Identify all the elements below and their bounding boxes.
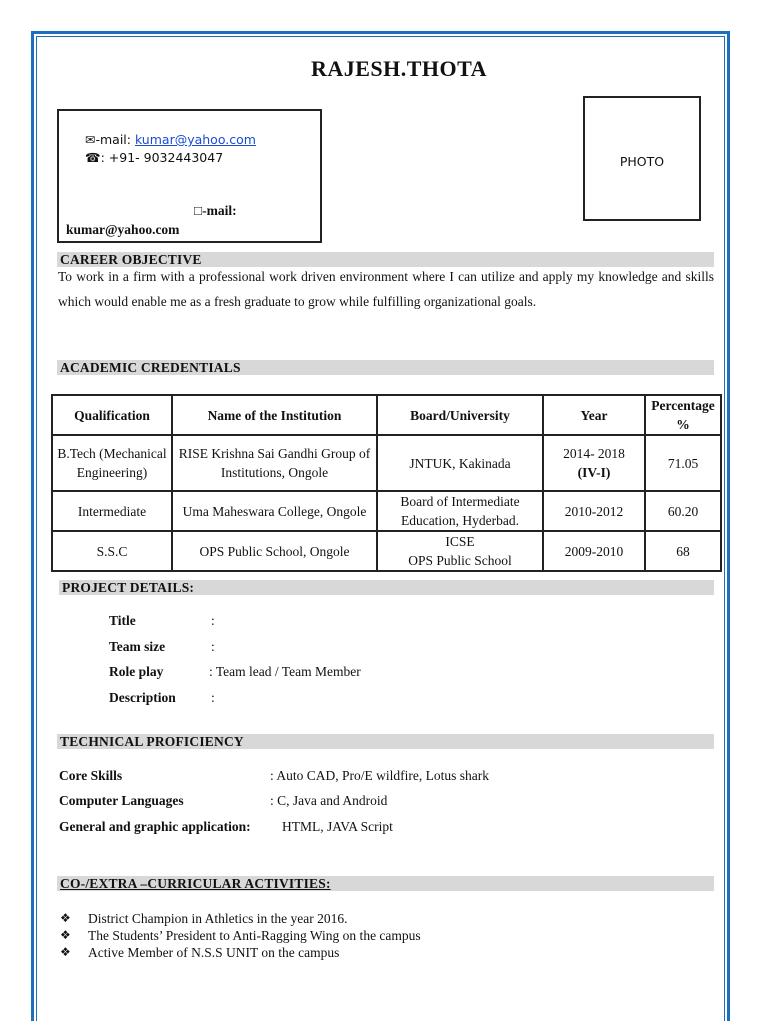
cell-percentage: 68 (645, 531, 721, 571)
phone-line (85, 150, 223, 165)
cell-year (543, 435, 645, 491)
cell-institution: Uma Maheswara College, Ongole (172, 491, 377, 531)
board-line2: OPS Public School (408, 553, 512, 568)
project-label-role: Role play (109, 664, 164, 679)
technical-heading: TECHNICAL PROFICIENCY (57, 734, 714, 749)
cell-percentage: 60.20 (645, 491, 721, 531)
list-item (60, 944, 421, 961)
cell-board: Board of Intermediate Education, Hyderbad. (377, 491, 543, 531)
project-value-title: : (211, 613, 215, 628)
project-label-description: Description (109, 690, 176, 705)
col-percentage: Percentage % (645, 395, 721, 435)
project-heading: PROJECT DETAILS: (59, 580, 714, 595)
cell-institution: RISE Krishna Sai Gandhi Group of Institutions, Ongole (172, 435, 377, 491)
technical-value-languages: : C, Java and Android (270, 793, 388, 808)
cell-year: 2010-2012 (543, 491, 645, 531)
activity-text: District Champion in Athletics in the year 2016. (88, 911, 348, 926)
cell-board (377, 531, 543, 571)
project-value-role: : Team lead / Team Member (209, 664, 361, 679)
email-line (85, 132, 256, 147)
career-objective-text: To work in a firm with a professional work driven environment where I can utilize and apply my knowledge and skills which would enable me as a fresh graduate to grow while fulfilling organizational goals. (58, 269, 714, 309)
contact-box (57, 109, 322, 243)
technical-label-core: Core Skills (59, 768, 123, 783)
table-row (52, 435, 721, 491)
email2-value: kumar@yahoo.com (66, 222, 180, 237)
phone-label: ☎: (85, 150, 109, 165)
technical-label-languages: Computer Languages (59, 793, 184, 808)
career-objective-heading: CAREER OBJECTIVE (57, 252, 714, 267)
activities-heading: CO-/EXTRA –CURRICULAR ACTIVITIES: (57, 876, 714, 891)
col-board: Board/University (377, 395, 543, 435)
diamond-bullet-icon: ❖ (60, 945, 71, 959)
phone-number: +91- 9032443047 (108, 150, 224, 165)
photo-label: PHOTO (619, 154, 665, 169)
table-row (52, 531, 721, 571)
cell-qualification: Intermediate (52, 491, 172, 531)
project-label-title: Title (109, 613, 136, 628)
project-label-team-size: Team size (109, 639, 166, 654)
board-line1: ICSE (445, 534, 475, 549)
resume-name: RAJESH.THOTA (310, 56, 488, 81)
list-item (60, 927, 421, 944)
cell-institution: OPS Public School, Ongole (172, 531, 377, 571)
year-range: 2014- 2018 (563, 446, 625, 461)
col-qualification: Qualification (52, 395, 172, 435)
email2-label: □-mail: (194, 203, 237, 218)
year-note: (IV-I) (577, 465, 611, 480)
academic-table (51, 394, 722, 572)
table-row (52, 491, 721, 531)
col-institution: Name of the Institution (172, 395, 377, 435)
photo-placeholder (583, 96, 701, 221)
cell-qualification: B.Tech (Mechanical Engineering) (52, 435, 172, 491)
col-year: Year (543, 395, 645, 435)
academic-heading: ACADEMIC CREDENTIALS (57, 360, 714, 375)
diamond-bullet-icon: ❖ (60, 911, 71, 925)
project-value-description: : (211, 690, 215, 705)
technical-label-graphic: General and graphic application: (59, 819, 251, 834)
activities-list (60, 910, 421, 961)
cell-percentage: 71.05 (645, 435, 721, 491)
email-link[interactable]: kumar@yahoo.com (134, 132, 256, 147)
diamond-bullet-icon: ❖ (60, 928, 71, 942)
email-label: ✉-mail: (85, 132, 135, 147)
technical-value-core: : Auto CAD, Pro/E wildfire, Lotus shark (270, 768, 489, 783)
project-value-team-size: : (211, 639, 215, 654)
table-header-row (52, 395, 721, 435)
activity-text: Active Member of N.S.S UNIT on the campus (88, 945, 340, 960)
list-item (60, 910, 421, 927)
cell-qualification: S.S.C (52, 531, 172, 571)
cell-board: JNTUK, Kakinada (377, 435, 543, 491)
technical-value-graphic: HTML, JAVA Script (282, 819, 393, 834)
activity-text: The Students’ President to Anti-Ragging Wing on the campus (88, 928, 421, 943)
cell-year: 2009-2010 (543, 531, 645, 571)
